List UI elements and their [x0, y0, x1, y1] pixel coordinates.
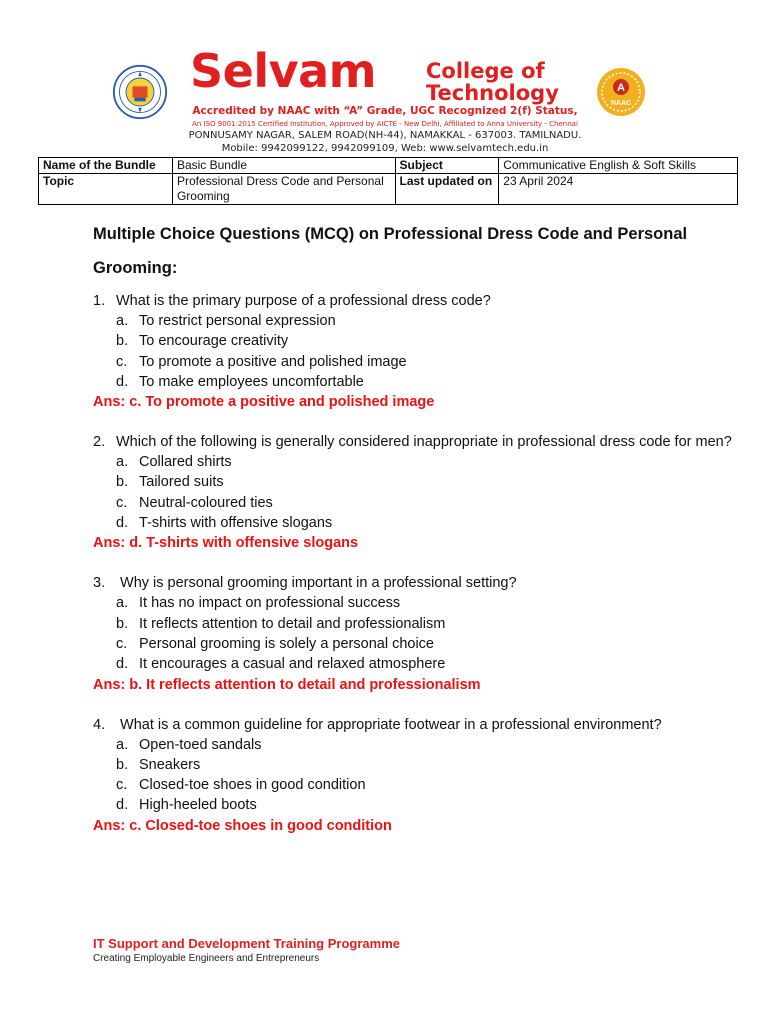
bundle-value: Basic Bundle	[172, 158, 395, 174]
question-text	[93, 432, 733, 452]
subject-value: Communicative English & Soft Skills	[499, 158, 738, 174]
option-letter: d.	[116, 373, 129, 390]
options-list	[116, 452, 733, 533]
question-number: 1.	[93, 293, 106, 309]
question-number: 2.	[93, 434, 106, 451]
question-label: Why is personal grooming important in a professional setting?	[116, 575, 517, 592]
option-letter: c.	[116, 353, 128, 370]
option-text: T-shirts with offensive slogans	[139, 515, 333, 532]
question-text	[93, 291, 733, 311]
college-name: Selvam	[190, 44, 377, 98]
option-item	[116, 614, 733, 634]
mcq-content	[93, 217, 733, 856]
naac-label: NAAC	[610, 100, 632, 107]
naac-grade: A	[617, 82, 625, 94]
option-item	[116, 513, 733, 533]
answer-text: Ans: d. T-shirts with offensive slogans	[93, 535, 359, 552]
options-list	[116, 311, 733, 392]
option-item	[116, 654, 733, 674]
option-item	[116, 634, 733, 654]
question-number: 4.	[93, 716, 106, 733]
table-row	[39, 174, 738, 205]
option-text: It encourages a casual and relaxed atmosphere	[139, 656, 446, 673]
option-text: High-heeled boots	[139, 797, 257, 814]
option-text: To promote a positive and polished image	[139, 353, 407, 370]
option-letter: d.	[116, 797, 129, 814]
option-text: Collared shirts	[139, 454, 232, 471]
footer-title: IT Support and Development Training Programme	[93, 936, 400, 951]
question-text	[93, 715, 733, 735]
option-letter: a.	[116, 454, 129, 471]
option-item	[116, 311, 733, 331]
page-footer	[93, 935, 400, 965]
option-item	[116, 755, 733, 775]
option-text: Sneakers	[139, 756, 201, 773]
answer-text: Ans: c. Closed-toe shoes in good condition	[93, 817, 392, 834]
option-item	[116, 775, 733, 795]
question-label: Which of the following is generally considered inappropriate in professional dress code for men?	[116, 434, 732, 451]
question-label: What is the primary purpose of a professional dress code?	[116, 293, 491, 309]
last-updated-value: 23 April 2024	[499, 174, 738, 205]
option-letter: c.	[116, 777, 128, 794]
subject-label: Subject	[395, 158, 499, 174]
option-item	[116, 452, 733, 472]
option-item	[116, 493, 733, 513]
page-title: Multiple Choice Questions (MCQ) on Professional Dress Code and Personal Grooming:	[93, 225, 688, 277]
topic-value: Professional Dress Code and Personal Grooming	[172, 174, 395, 205]
option-item	[116, 352, 733, 372]
college-header	[100, 44, 670, 155]
option-letter: c.	[116, 635, 128, 652]
option-letter: b.	[116, 756, 129, 773]
question-label: What is a common guideline for appropriate footwear in a professional environment?	[116, 716, 662, 733]
question-number: 3.	[93, 575, 106, 592]
option-letter: c.	[116, 494, 128, 511]
answer-text: Ans: c. To promote a positive and polished image	[93, 394, 435, 411]
option-text: Tailored suits	[139, 474, 224, 491]
question-4	[93, 715, 733, 836]
option-text: Open-toed sandals	[139, 736, 262, 753]
option-text: It reflects attention to detail and professionalism	[139, 615, 446, 632]
accreditation-line: Accredited by NAAC with “A” Grade, UGC Recognized 2(f) Status,	[192, 105, 578, 117]
option-text: Personal grooming is solely a personal choice	[139, 635, 434, 652]
option-text: To make employees uncomfortable	[139, 373, 364, 390]
answer-text: Ans: b. It reflects attention to detail and professionalism	[93, 676, 481, 693]
college-subtitle: College of Technology	[426, 59, 559, 105]
question-2	[93, 432, 733, 553]
bundle-info-table	[38, 157, 738, 205]
iso-line: An ISO 9001:2015 Certified Institution, Approved by AICTE - New Delhi, Affiliated to Anna University - Chennai	[192, 120, 578, 128]
option-text: To restrict personal expression	[139, 313, 336, 329]
option-text: Neutral-coloured ties	[139, 494, 273, 511]
option-text: To encourage creativity	[139, 333, 289, 350]
footer-tagline: Creating Employable Engineers and Entrepreneurs	[93, 953, 320, 964]
question-1	[93, 291, 733, 412]
option-item	[116, 372, 733, 392]
last-updated-label: Last updated on	[395, 174, 499, 205]
option-item	[116, 331, 733, 351]
question-3	[93, 573, 733, 694]
option-letter: d.	[116, 515, 129, 532]
option-item	[116, 735, 733, 755]
option-item	[116, 593, 733, 613]
option-item	[116, 795, 733, 815]
option-text: It has no impact on professional success	[139, 595, 401, 612]
options-list	[116, 593, 733, 674]
option-letter: a.	[116, 736, 129, 753]
contact-line: Mobile: 9942099122, 9942099109, Web: www.selvamtech.edu.in	[221, 143, 549, 154]
option-letter: b.	[116, 474, 129, 491]
option-letter: a.	[116, 595, 129, 612]
option-letter: a.	[116, 313, 129, 329]
topic-label: Topic	[39, 174, 173, 205]
table-row	[39, 158, 738, 174]
option-letter: b.	[116, 333, 129, 350]
option-letter: b.	[116, 615, 129, 632]
option-letter: d.	[116, 656, 129, 673]
options-list	[116, 735, 733, 816]
question-text	[93, 573, 733, 593]
option-text: Closed-toe shoes in good condition	[139, 777, 366, 794]
bundle-label: Name of the Bundle	[39, 158, 173, 174]
option-item	[116, 472, 733, 492]
address-line: PONNUSAMY NAGAR, SALEM ROAD(NH-44), NAMAKKAL - 637003. TAMILNADU.	[188, 130, 582, 141]
